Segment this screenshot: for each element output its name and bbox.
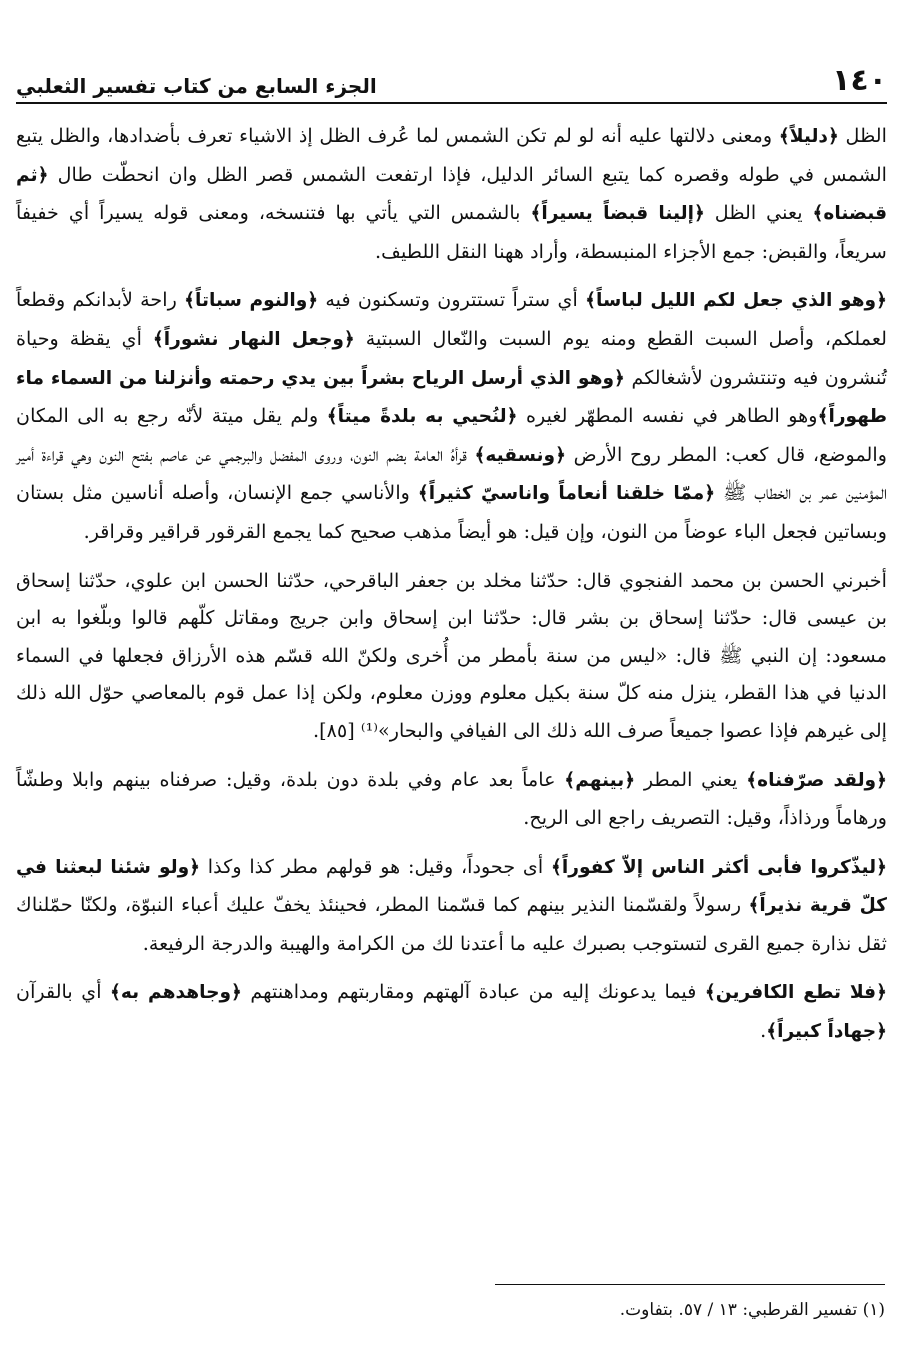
commentary-text: أي يقظة وحياة تُنشرون فيه وتنتشرون لأشغالكم	[16, 326, 887, 389]
quran-verse-quote: ﴿وجاهدهم به﴾	[110, 982, 242, 1004]
quran-verse-quote: ﴿دليلاً﴾	[778, 126, 839, 147]
commentary-text: راحة لأبدانكم وقطعاً لعملكم، وأصل السبت القطع ومنه يوم السبت والنّعال السبتية	[16, 288, 887, 350]
paragraph	[16, 848, 887, 963]
quran-verse-quote: ﴿ولو شئنا لبعثنا في كلّ قرية نذيراً﴾	[16, 856, 887, 917]
commentary-text: .	[760, 1019, 767, 1043]
commentary-text: ولم يقل ميتة لأنّه رجع به الى المكان والموضع، قال كعب: المطر روح الأرض	[16, 404, 887, 466]
commentary-text: عاماً بعد عام وفي بلدة دون بلدة، وقيل: صرفناه بينهم وابلا وطشّاً ورهاماً ورذاذاً، وقيل: التصريف راجع الى الريح.	[16, 767, 887, 830]
quran-verse-quote: ﴿وهو الذي أرسل الرياح بشراً بين يدي رحمته وأنزلنا من السماء ماء طهوراً﴾	[16, 367, 887, 428]
quran-verse-quote: ﴿ليذّكروا فأبى أكثر الناس إلاّ كفوراً﴾	[551, 856, 887, 878]
commentary-text: أخبرني الحسن بن محمد الفنجوي قال: حدّثنا مخلد بن جعفر الباقرحي، حدّثنا الحسن ابن علوي، حدّثنا إسحاق بن عيسى قال: حدّثنا إسحاق بن بشر قال: حدّثنا ابن إسحاق وابن جريج ومقاتل كلّهم قالوا وبلّغوا به ابن مسعود: إن النبي ﷺ قال: «ليس من سنة بأمطر من أُخرى ولكنّ الله قسّم هذه الأرزاق فجعلها في السماء الدنيا في هذا القطر، ينزل منه كلّ سنة بكيل معلوم ووزن معلوم، ولكن إذا عمل قوم بالمعاصي حوّل الله ذلك إلى غيرهم فإذا عصوا جميعاً صرف الله ذلك الى الفيافي والبحار»⁽¹⁾ [٨٥].	[16, 568, 887, 742]
quran-verse-quote: ﴿وهو الذي جعل لكم الليل لباساً﴾	[585, 290, 887, 312]
commentary-text: يعني الظل	[704, 201, 813, 225]
quran-verse-quote: ﴿ولقد صرّفناه﴾	[746, 769, 888, 791]
quran-verse-quote: ﴿والنوم سباتاً﴾	[184, 290, 319, 312]
running-title: الجزء السابع من كتاب تفسير الثعلبي	[16, 74, 377, 98]
commentary-text: والأناسي جمع الإنسان، وأصله أناسين مثل بستان وبساتين فجعل الباء عوضاً من النون، وإن قيل: هو أيضاً مذهب صحيح كما يجمع القرقور قراقير وقراقر.	[16, 481, 887, 543]
commentary-text: قرأهُ العامة بضم النون، وروى المفضل والبرجمي عن عاصم بفتح النون وهي قراءة أمير المؤمنين عمر بن الخطاب ﷺ	[16, 442, 888, 505]
commentary-text: يعني المطر	[635, 767, 747, 791]
quran-verse-quote: ﴿ونسقيه﴾	[474, 444, 566, 466]
commentary-text: أي بالقرآن	[16, 980, 111, 1004]
quran-verse-quote: ﴿بينهم﴾	[564, 769, 636, 791]
quran-verse-quote: ﴿لنُحيي به بلدةً ميتاً﴾	[326, 406, 518, 428]
paragraph	[16, 562, 887, 750]
commentary-text: رسولاً ولقسّمنا النذير بينهم كما قسّمنا المطر، فحينئذ يخفّ عليك أعباء النبوّة، ولكنّا حمّلناك ثقل نذارة جميع القرى لتستوجب بصبرك عليه ما أعتدنا لك من الكرامة والهيبة والدرجة الرفيعة.	[16, 893, 887, 955]
paragraph	[16, 117, 887, 270]
quran-verse-quote: ﴿فلا تطع الكافرين﴾	[704, 982, 888, 1004]
page-header	[16, 58, 887, 104]
commentary-text: أي ستراً تستترون وتسكنون فيه	[318, 288, 586, 312]
paragraph	[16, 761, 887, 837]
paragraph	[16, 973, 887, 1050]
quran-verse-quote: ﴿ممّا خلقنا أنعاماً واناسيّ كثيراً﴾	[417, 483, 716, 505]
commentary-text: أى جحوداً، وقيل: هو قولهم مطر كذا وكذا	[200, 854, 551, 878]
commentary-text: ومعنى دلالتها عليه أنه لو لم تكن الشمس لما عُرف الظل إذ الاشياء تعرف بأضدادها، والظل يتبع الشمس في طوله وقصره كما يتبع السائر الدليل، فإذا ارتفعت الشمس قصر الظل وان انحطّت طال	[16, 124, 887, 186]
commentary-body	[16, 117, 887, 1062]
quran-verse-quote: ﴿وجعل النهار نشوراً﴾	[152, 328, 355, 350]
footnote: (١) تفسير القرطبي: ١٣ / ٥٧. بتفاوت.	[619, 1300, 885, 1320]
page-number: ١٤٠	[832, 63, 887, 98]
quran-verse-quote: ﴿جهاداً كبيراً﴾	[766, 1021, 887, 1043]
quran-verse-quote: ﴿إلينا قبضاً يسيراً﴾	[530, 203, 705, 225]
quran-verse-quote: ﴿ثم قبضناه﴾	[16, 164, 887, 225]
paragraph	[16, 281, 887, 550]
commentary-text: فيما يدعونك إليه من عبادة آلهتهم ومقاربتهم ومداهنتهم	[241, 980, 705, 1004]
footnote-divider	[495, 1284, 885, 1285]
commentary-text: وهو الطاهر في نفسه المطهّر لغيره	[517, 404, 818, 428]
commentary-text: الظل	[838, 124, 887, 147]
commentary-text: بالشمس التي يأتي بها فتنسخه، ومعنى قوله يسيراً أي خفيفاً سريعاً، والقبض: جمع الأجزاء المنبسطة، وأراد ههنا النقل اللطيف.	[16, 201, 887, 263]
